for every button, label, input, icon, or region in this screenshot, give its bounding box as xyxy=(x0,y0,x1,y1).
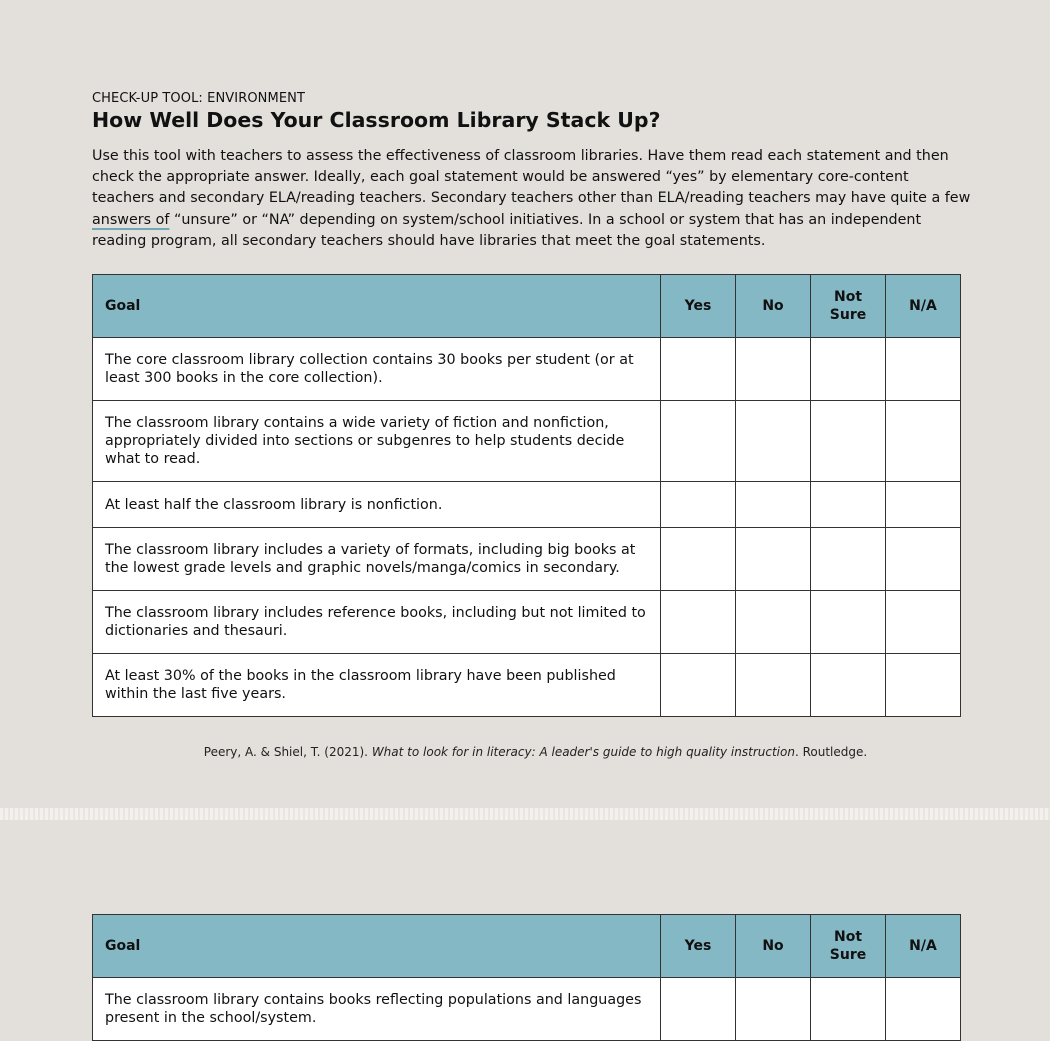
table-header-row xyxy=(93,275,961,338)
no-cell[interactable] xyxy=(736,482,811,528)
table-row xyxy=(93,528,961,591)
na-cell[interactable] xyxy=(886,401,961,482)
na-cell[interactable] xyxy=(886,528,961,591)
yes-cell[interactable] xyxy=(661,978,736,1041)
not-sure-cell[interactable] xyxy=(811,654,886,717)
goal-statement: The classroom library contains books reflecting populations and languages present in the school/system. xyxy=(93,978,661,1041)
header-yes: Yes xyxy=(661,275,736,338)
yes-cell[interactable] xyxy=(661,401,736,482)
citation-book-title: What to look for in literacy: A leader's guide to high quality instruction xyxy=(371,745,795,759)
header-no: No xyxy=(736,915,811,978)
checklist-table-continued xyxy=(92,914,961,1041)
table-row xyxy=(93,338,961,401)
tool-kicker: CHECK-UP TOOL: ENVIRONMENT xyxy=(92,91,305,106)
header-no: No xyxy=(736,275,811,338)
no-cell[interactable] xyxy=(736,654,811,717)
header-na: N/A xyxy=(886,915,961,978)
yes-cell[interactable] xyxy=(661,654,736,717)
not-sure-cell[interactable] xyxy=(811,338,886,401)
not-sure-cell[interactable] xyxy=(811,591,886,654)
header-not-sure: Not Sure xyxy=(811,275,886,338)
intro-underlined-text: answers of xyxy=(92,211,170,228)
na-cell[interactable] xyxy=(886,978,961,1041)
goal-statement: The core classroom library collection contains 30 books per student (or at least 300 books in the core collection). xyxy=(93,338,661,401)
goal-statement: The classroom library includes reference books, including but not limited to dictionaries and thesauri. xyxy=(93,591,661,654)
not-sure-cell[interactable] xyxy=(811,978,886,1041)
page-separator xyxy=(0,808,1050,820)
page-title: How Well Does Your Classroom Library Stack Up? xyxy=(92,108,661,132)
table-row xyxy=(93,482,961,528)
intro-text-part2: “unsure” or “NA” depending on system/school initiatives. In a school or system that has an independent reading program, all secondary teachers should have libraries that meet the goal statements. xyxy=(92,211,922,249)
na-cell[interactable] xyxy=(886,654,961,717)
yes-cell[interactable] xyxy=(661,591,736,654)
citation-authors: Peery, A. & Shiel, T. (2021). xyxy=(203,745,372,759)
not-sure-cell[interactable] xyxy=(811,528,886,591)
na-cell[interactable] xyxy=(886,482,961,528)
header-yes: Yes xyxy=(661,915,736,978)
no-cell[interactable] xyxy=(736,978,811,1041)
yes-cell[interactable] xyxy=(661,338,736,401)
goal-statement: The classroom library includes a variety of formats, including big books at the lowest grade levels and graphic novels/manga/comics in secondary. xyxy=(93,528,661,591)
no-cell[interactable] xyxy=(736,338,811,401)
goal-statement: At least 30% of the books in the classroom library have been published within the last five years. xyxy=(93,654,661,717)
not-sure-cell[interactable] xyxy=(811,401,886,482)
yes-cell[interactable] xyxy=(661,528,736,591)
no-cell[interactable] xyxy=(736,401,811,482)
intro-paragraph xyxy=(92,146,972,252)
yes-cell[interactable] xyxy=(661,482,736,528)
citation-publisher: . Routledge. xyxy=(794,745,868,759)
table-row xyxy=(93,401,961,482)
no-cell[interactable] xyxy=(736,528,811,591)
na-cell[interactable] xyxy=(886,591,961,654)
header-goal: Goal xyxy=(93,915,661,978)
header-goal: Goal xyxy=(93,275,661,338)
header-not-sure: Not Sure xyxy=(811,915,886,978)
table-header-row xyxy=(93,915,961,978)
table-row xyxy=(93,591,961,654)
header-na: N/A xyxy=(886,275,961,338)
not-sure-cell[interactable] xyxy=(811,482,886,528)
table-row xyxy=(93,654,961,717)
table-row xyxy=(93,978,961,1041)
no-cell[interactable] xyxy=(736,591,811,654)
goal-statement: The classroom library contains a wide variety of fiction and nonfiction, appropriately divided into sections or subgenres to help students decide what to read. xyxy=(93,401,661,482)
checklist-table xyxy=(92,274,961,717)
intro-text-part1: Use this tool with teachers to assess the effectiveness of classroom libraries. Have them read each statement and then check the appropriate answer. Ideally, each goal statement would be answered “yes” by elementary core-content teachers and secondary ELA/reading teachers. Secondary teachers other than ELA/reading teachers may have quite a few xyxy=(92,148,971,207)
goal-statement: At least half the classroom library is nonfiction. xyxy=(93,482,661,528)
citation xyxy=(0,745,1050,759)
na-cell[interactable] xyxy=(886,338,961,401)
